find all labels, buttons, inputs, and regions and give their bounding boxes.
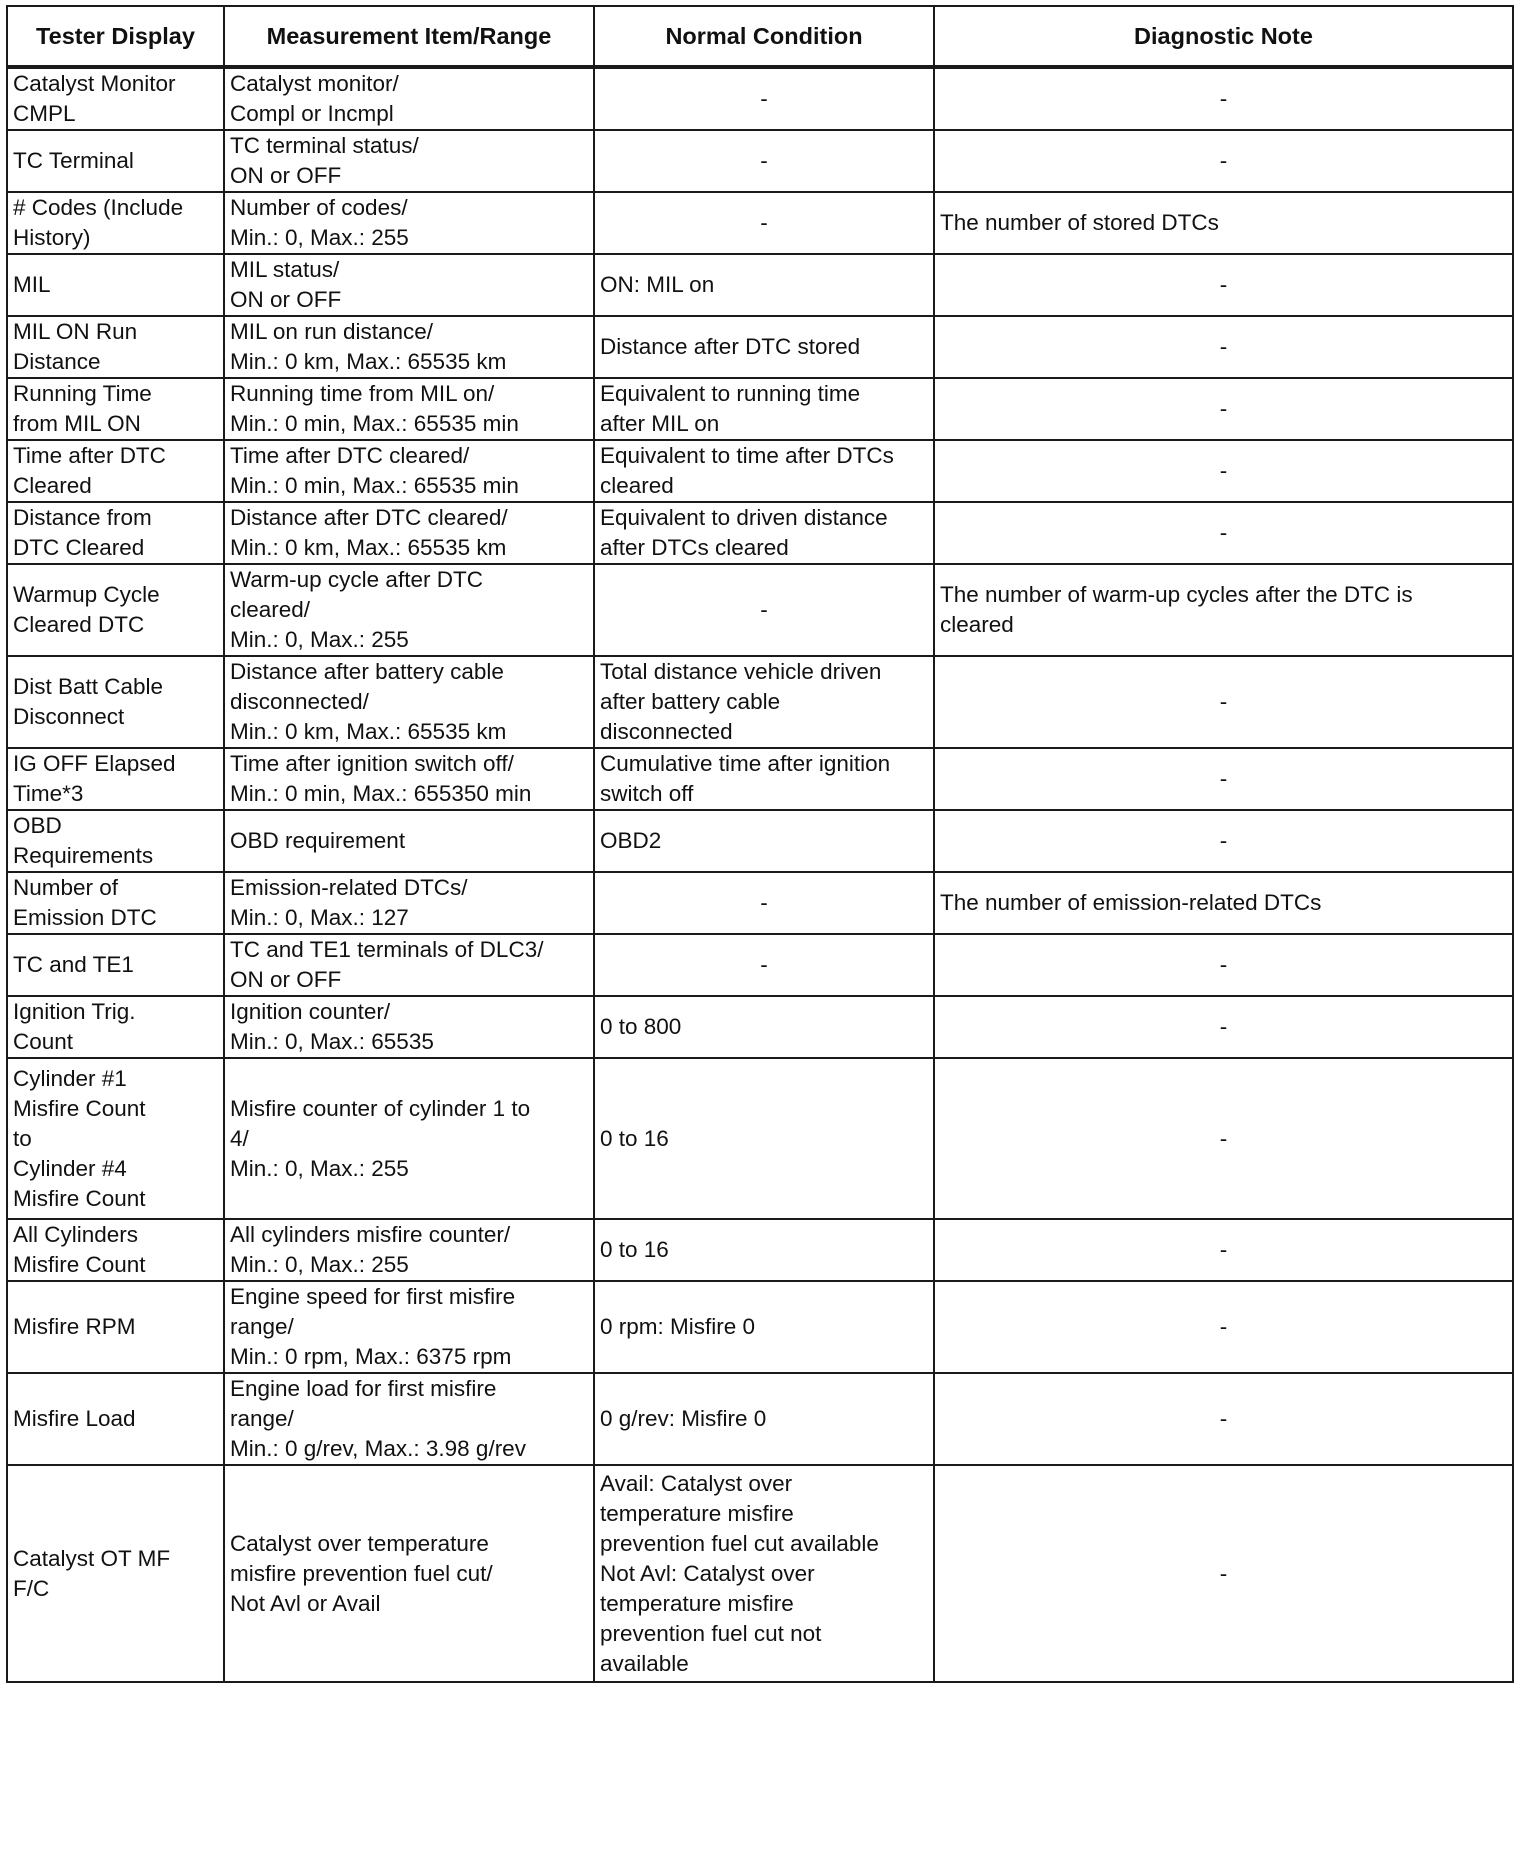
cell-tester-display: Ignition Trig. Count xyxy=(7,996,224,1058)
cell-measurement-item: Warm-up cycle after DTC cleared/ Min.: 0, Max.: 255 xyxy=(224,564,594,656)
cell-diagnostic-note: - xyxy=(934,67,1513,130)
cell-tester-display: # Codes (Include History) xyxy=(7,192,224,254)
cell-diagnostic-note: - xyxy=(934,130,1513,192)
cell-tester-display: Warmup Cycle Cleared DTC xyxy=(7,564,224,656)
cell-normal-condition: 0 rpm: Misfire 0 xyxy=(594,1281,934,1373)
cell-normal-condition: Equivalent to driven distance after DTCs cleared xyxy=(594,502,934,564)
cell-tester-display: Misfire RPM xyxy=(7,1281,224,1373)
cell-measurement-item: TC terminal status/ ON or OFF xyxy=(224,130,594,192)
cell-normal-condition: Distance after DTC stored xyxy=(594,316,934,378)
table-row xyxy=(7,934,1513,996)
cell-normal-condition: Equivalent to running time after MIL on xyxy=(594,378,934,440)
cell-measurement-item: Ignition counter/ Min.: 0, Max.: 65535 xyxy=(224,996,594,1058)
cell-normal-condition: Cumulative time after ignition switch off xyxy=(594,748,934,810)
table-row xyxy=(7,130,1513,192)
tester-display-table xyxy=(6,5,1514,1683)
cell-diagnostic-note: - xyxy=(934,254,1513,316)
cell-diagnostic-note: - xyxy=(934,1465,1513,1682)
cell-diagnostic-note: - xyxy=(934,748,1513,810)
cell-diagnostic-note: - xyxy=(934,996,1513,1058)
cell-measurement-item: Emission-related DTCs/ Min.: 0, Max.: 127 xyxy=(224,872,594,934)
table-row xyxy=(7,1219,1513,1281)
cell-tester-display: All Cylinders Misfire Count xyxy=(7,1219,224,1281)
cell-normal-condition: - xyxy=(594,934,934,996)
cell-measurement-item: Time after ignition switch off/ Min.: 0 min, Max.: 655350 min xyxy=(224,748,594,810)
cell-measurement-item: Engine load for first misfire range/ Min.: 0 g/rev, Max.: 3.98 g/rev xyxy=(224,1373,594,1465)
cell-tester-display: Misfire Load xyxy=(7,1373,224,1465)
cell-diagnostic-note: - xyxy=(934,1219,1513,1281)
cell-normal-condition: Total distance vehicle driven after battery cable disconnected xyxy=(594,656,934,748)
cell-tester-display: Dist Batt Cable Disconnect xyxy=(7,656,224,748)
cell-measurement-item: Engine speed for first misfire range/ Min.: 0 rpm, Max.: 6375 rpm xyxy=(224,1281,594,1373)
cell-normal-condition: 0 to 16 xyxy=(594,1058,934,1219)
table-row xyxy=(7,656,1513,748)
table-row xyxy=(7,748,1513,810)
cell-tester-display: Cylinder #1 Misfire Count to Cylinder #4 Misfire Count xyxy=(7,1058,224,1219)
table-row xyxy=(7,872,1513,934)
cell-normal-condition: Avail: Catalyst over temperature misfire prevention fuel cut available Not Avl: Catalyst over temperature misfire prevention fuel cut not available xyxy=(594,1465,934,1682)
cell-normal-condition: 0 g/rev: Misfire 0 xyxy=(594,1373,934,1465)
cell-normal-condition: - xyxy=(594,564,934,656)
cell-diagnostic-note: - xyxy=(934,934,1513,996)
cell-tester-display: TC and TE1 xyxy=(7,934,224,996)
cell-tester-display: MIL xyxy=(7,254,224,316)
cell-measurement-item: Catalyst over temperature misfire prevention fuel cut/ Not Avl or Avail xyxy=(224,1465,594,1682)
cell-diagnostic-note: - xyxy=(934,810,1513,872)
cell-tester-display: OBD Requirements xyxy=(7,810,224,872)
cell-measurement-item: Distance after battery cable disconnected/ Min.: 0 km, Max.: 65535 km xyxy=(224,656,594,748)
cell-measurement-item: MIL status/ ON or OFF xyxy=(224,254,594,316)
cell-normal-condition: OBD2 xyxy=(594,810,934,872)
cell-diagnostic-note: - xyxy=(934,316,1513,378)
header-tester-display: Tester Display xyxy=(7,6,224,67)
table-row xyxy=(7,254,1513,316)
cell-diagnostic-note: - xyxy=(934,440,1513,502)
cell-measurement-item: TC and TE1 terminals of DLC3/ ON or OFF xyxy=(224,934,594,996)
table-row xyxy=(7,1058,1513,1219)
table-row xyxy=(7,316,1513,378)
cell-measurement-item: Catalyst monitor/ Compl or Incmpl xyxy=(224,67,594,130)
cell-normal-condition: 0 to 800 xyxy=(594,996,934,1058)
table-row xyxy=(7,1465,1513,1682)
header-normal-condition: Normal Condition xyxy=(594,6,934,67)
cell-tester-display: TC Terminal xyxy=(7,130,224,192)
cell-diagnostic-note: The number of emission-related DTCs xyxy=(934,872,1513,934)
cell-measurement-item: Misfire counter of cylinder 1 to 4/ Min.: 0, Max.: 255 xyxy=(224,1058,594,1219)
table-row xyxy=(7,67,1513,130)
cell-normal-condition: - xyxy=(594,130,934,192)
cell-tester-display: IG OFF Elapsed Time*3 xyxy=(7,748,224,810)
cell-diagnostic-note: - xyxy=(934,378,1513,440)
cell-diagnostic-note: - xyxy=(934,656,1513,748)
cell-measurement-item: Number of codes/ Min.: 0, Max.: 255 xyxy=(224,192,594,254)
table-row xyxy=(7,378,1513,440)
cell-measurement-item: OBD requirement xyxy=(224,810,594,872)
cell-normal-condition: - xyxy=(594,192,934,254)
cell-normal-condition: ON: MIL on xyxy=(594,254,934,316)
table-row xyxy=(7,440,1513,502)
header-diagnostic-note: Diagnostic Note xyxy=(934,6,1513,67)
table-row xyxy=(7,996,1513,1058)
cell-normal-condition: 0 to 16 xyxy=(594,1219,934,1281)
cell-diagnostic-note: - xyxy=(934,502,1513,564)
header-row xyxy=(7,6,1513,67)
cell-measurement-item: Time after DTC cleared/ Min.: 0 min, Max.: 65535 min xyxy=(224,440,594,502)
cell-diagnostic-note: - xyxy=(934,1281,1513,1373)
cell-tester-display: Catalyst Monitor CMPL xyxy=(7,67,224,130)
cell-tester-display: Time after DTC Cleared xyxy=(7,440,224,502)
cell-diagnostic-note: The number of warm-up cycles after the DTC is cleared xyxy=(934,564,1513,656)
cell-measurement-item: All cylinders misfire counter/ Min.: 0, Max.: 255 xyxy=(224,1219,594,1281)
table-row xyxy=(7,810,1513,872)
cell-measurement-item: Running time from MIL on/ Min.: 0 min, Max.: 65535 min xyxy=(224,378,594,440)
cell-tester-display: Number of Emission DTC xyxy=(7,872,224,934)
header-measurement-item: Measurement Item/Range xyxy=(224,6,594,67)
cell-tester-display: Running Time from MIL ON xyxy=(7,378,224,440)
cell-tester-display: Distance from DTC Cleared xyxy=(7,502,224,564)
cell-tester-display: MIL ON Run Distance xyxy=(7,316,224,378)
table-row xyxy=(7,1281,1513,1373)
cell-measurement-item: Distance after DTC cleared/ Min.: 0 km, Max.: 65535 km xyxy=(224,502,594,564)
cell-diagnostic-note: The number of stored DTCs xyxy=(934,192,1513,254)
table-row xyxy=(7,1373,1513,1465)
table-row xyxy=(7,502,1513,564)
cell-diagnostic-note: - xyxy=(934,1058,1513,1219)
cell-normal-condition: Equivalent to time after DTCs cleared xyxy=(594,440,934,502)
cell-normal-condition: - xyxy=(594,67,934,130)
cell-diagnostic-note: - xyxy=(934,1373,1513,1465)
cell-measurement-item: MIL on run distance/ Min.: 0 km, Max.: 65535 km xyxy=(224,316,594,378)
table-row xyxy=(7,192,1513,254)
cell-normal-condition: - xyxy=(594,872,934,934)
table-row xyxy=(7,564,1513,656)
cell-tester-display: Catalyst OT MF F/C xyxy=(7,1465,224,1682)
